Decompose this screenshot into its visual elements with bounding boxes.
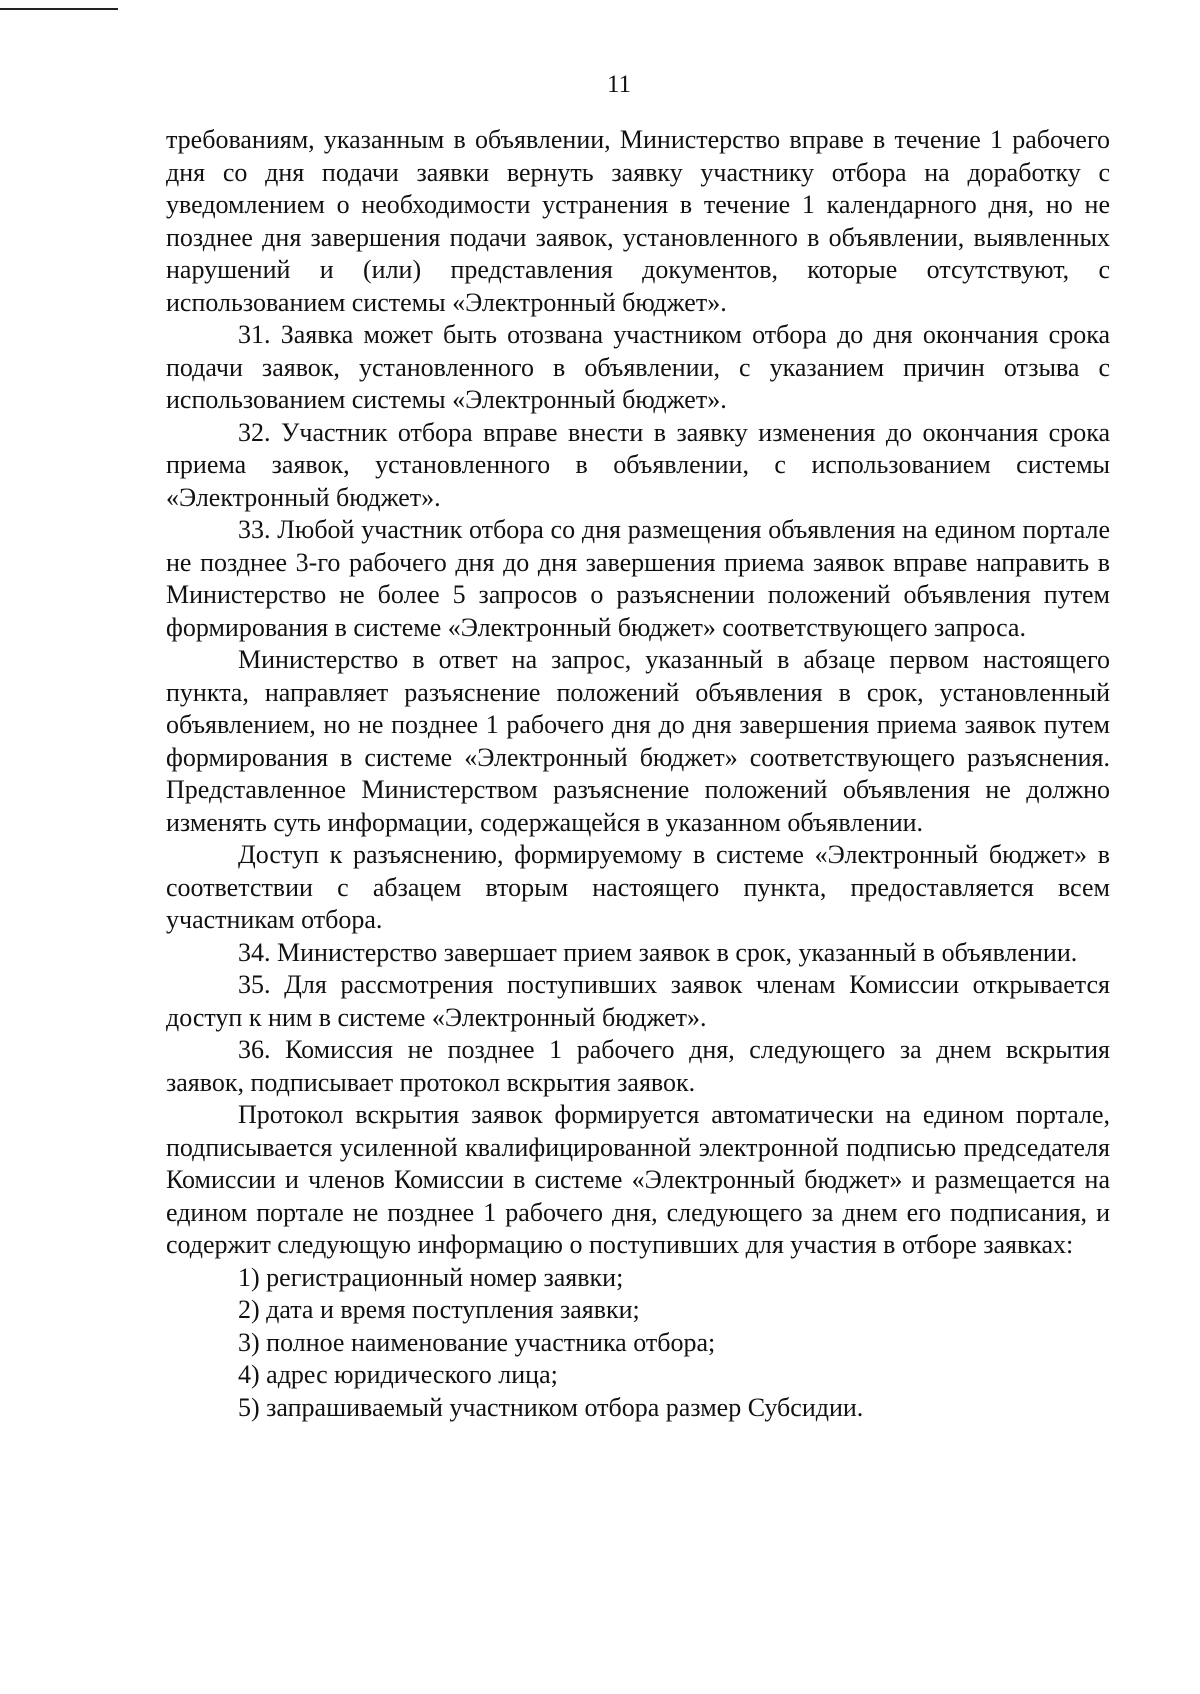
paragraph-34: 34. Министерство завершает прием заявок в срок, указанный в объявлении. bbox=[238, 937, 1078, 967]
list-item: 2) дата и время поступления заявки; bbox=[238, 1295, 640, 1324]
list-item: 1) регистрационный номер заявки; bbox=[238, 1262, 624, 1292]
page-number: 11 bbox=[606, 71, 632, 98]
paragraph-35: 35. Для рассмотрения поступивших заявок членам Комиссии открывается доступ к ним в системе «Электронный бюджет». bbox=[166, 970, 1110, 1032]
top-rule bbox=[0, 8, 118, 10]
document-body bbox=[166, 124, 1110, 1424]
list-item: 4) адрес юридического лица; bbox=[238, 1360, 558, 1389]
paragraph-33: 33. Любой участник отбора со дня размещения объявления на едином портале не позднее 3-го рабочего дня до дня завершения приема заявок вправе направить в Министерство не более 5 запросов о разъяснении положений объявления путем формирования в системе «Электронный бюджет» соответствующего запроса. bbox=[166, 515, 1110, 642]
list-item: 5) запрашиваемый участником отбора размер Субсидии. bbox=[238, 1392, 864, 1422]
paragraph-31: 31. Заявка может быть отозвана участником отбора до дня окончания срока подачи заявок, установленного в объявлении, с указанием причин отзыва с использованием системы «Электронный бюджет». bbox=[166, 320, 1110, 414]
paragraph-33-second: Министерство в ответ на запрос, указанный в абзаце первом настоящего пункта, направляет разъяснение положений объявления в срок, установленный объявлением, но не позднее 1 рабочего дня до дня завершения приема заявок путем формирования в системе «Электронный бюджет» соответствующего разъяснения. Представленное Министерством разъяснение положений объявления не должно изменять суть информации, содержащейся в указанном объявлении. bbox=[166, 645, 1110, 837]
paragraph-36: 36. Комиссия не позднее 1 рабочего дня, следующего за днем вскрытия заявок, подписывает протокол вскрытия заявок. bbox=[166, 1035, 1110, 1097]
paragraph-32: 32. Участник отбора вправе внести в заявку изменения до окончания срока приема заявок, установленного в объявлении, с использованием системы «Электронный бюджет». bbox=[166, 417, 1110, 512]
paragraph-36-second: Протокол вскрытия заявок формируется автоматически на едином портале, подписывается усиленной квалифицированной электронной подписью председателя Комиссии и членов Комиссии в системе «Электронный бюджет» и размещается на едином портале не позднее 1 рабочего дня, следующего за днем его подписания, и содержит следующую информацию о поступивших для участия в отборе заявках: bbox=[166, 1100, 1110, 1259]
paragraph-continuation: требованиям, указанным в объявлении, Министерство вправе в течение 1 рабочего дня со дня подачи заявки вернуть заявку участнику отбора на доработку с уведомлением о необходимости устранения в течение 1 календарного дня, но не позднее дня завершения подачи заявок, установленного в объявлении, выявленных нарушений и (или) представления документов, которые отсутствуют, с использованием системы «Электронный бюджет». bbox=[166, 125, 1110, 317]
paragraph-33-third: Доступ к разъяснению, формируемому в системе «Электронный бюджет» в соответствии с абзацем вторым настоящего пункта, предоставляется всем участникам отбора. bbox=[166, 840, 1110, 934]
list-item: 3) полное наименование участника отбора; bbox=[238, 1327, 716, 1357]
